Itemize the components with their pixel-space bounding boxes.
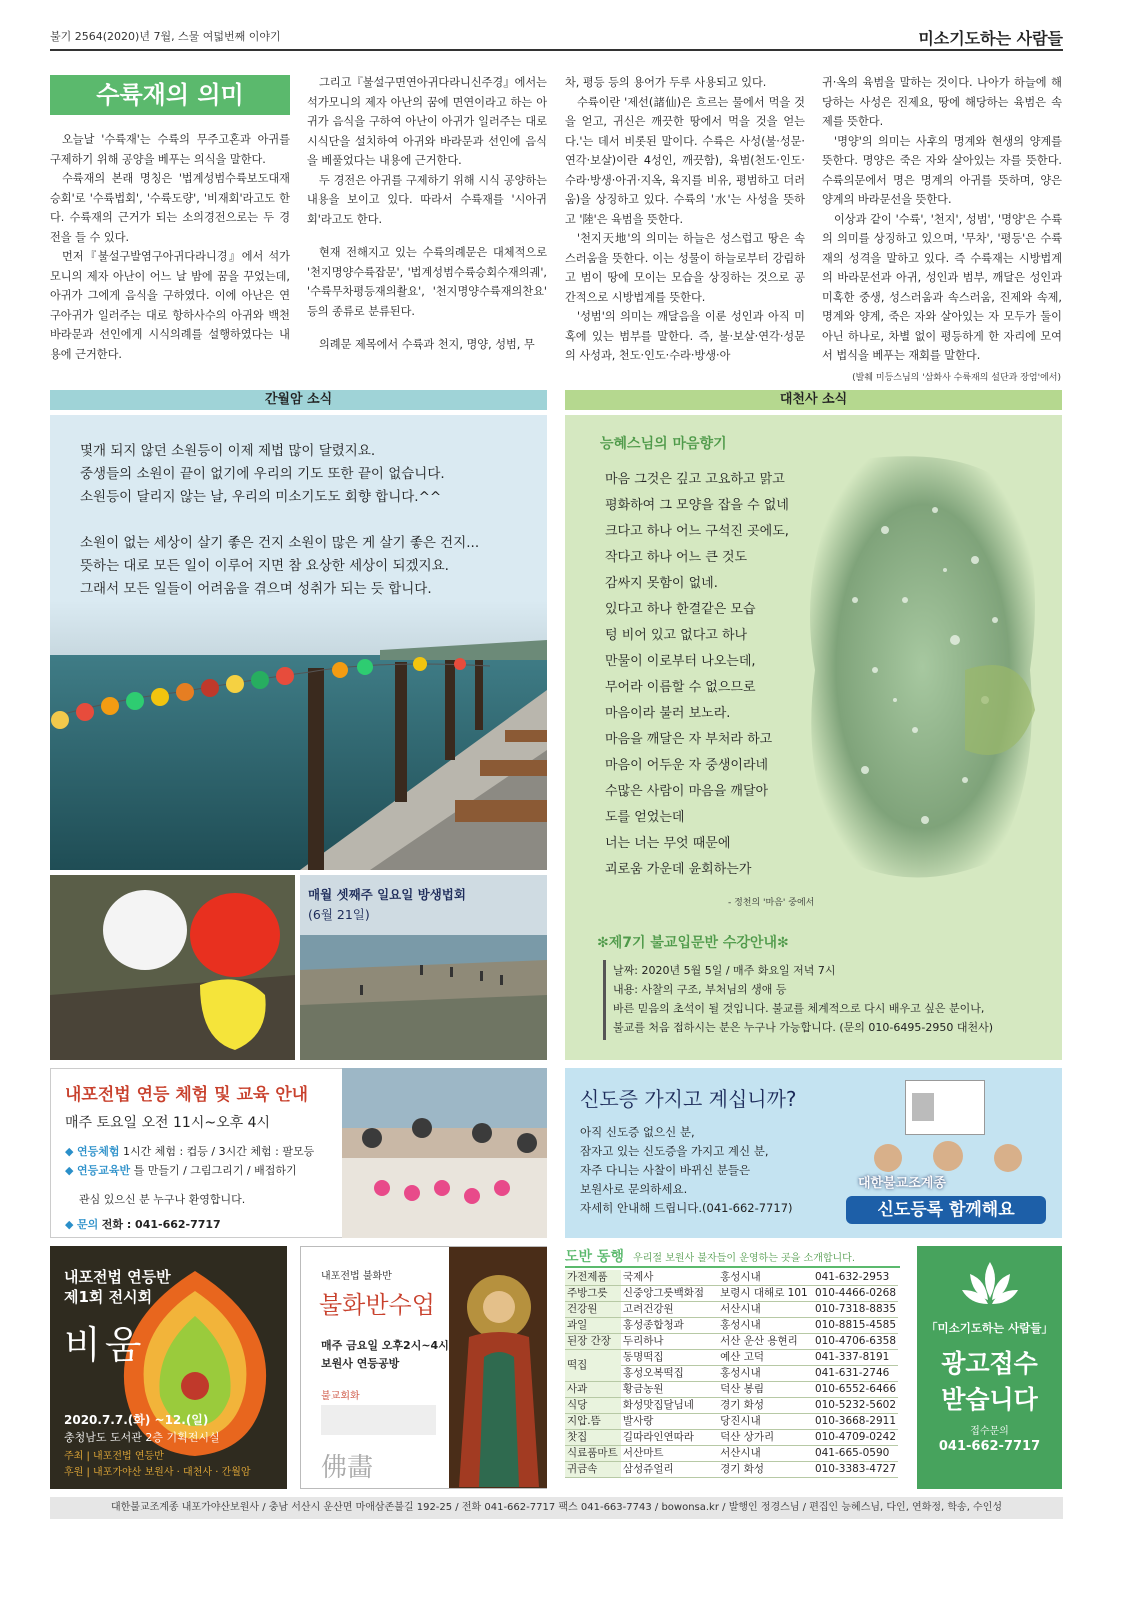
table-cell: 주방그릇 [565,1286,621,1302]
table-cell: 덕산 상가리 [718,1430,813,1446]
ad-headline-1: 광고접수 [941,1349,1038,1378]
photo-caption-title: 매월 셋째주 일요일 방생법회 [308,887,466,902]
contact-phone: 전화 : 041-662-7717 [101,1218,221,1231]
table-cell: 찻집 [565,1430,621,1446]
painting-class-title: 불화반수업 [319,1291,435,1319]
table-cell: 과일 [565,1318,621,1334]
table-row [565,1462,898,1478]
ad-inquiry-phone: 041-662-7717 [938,1439,1041,1454]
photo-caption-date: (6월 21일) [308,907,370,922]
text-line: 잠자고 있는 신도증을 가지고 계신 분, [580,1144,769,1158]
para: 오늘날 '수륙재'는 수륙의 무주고혼과 아귀를 구제하기 위해 공양을 베푸는 의식을 말한다. [50,133,290,166]
registration-title: 신도증 가지고 계십니까? [580,1087,797,1111]
footer-info: 대한불교조계종 내포가야산보원사 / 충남 서산시 운산면 마애삼존불길 192-25 / 전화 041-662-7717 팩스 041-663-7743 / bowonsa.kr / 발행인 정경스님 / 편집인 능혜스님, 다인, 연화정, 학송, 수인성 [50,1497,1063,1519]
table-cell: 홍성시내 [718,1318,813,1334]
exhibition-host: 주최 | 내포전법 연등반 [64,1451,164,1462]
sea-pier-photo [50,600,547,870]
lantern-photo [50,875,295,1060]
text-line: 몇개 되지 않던 소원등이 이제 제법 많이 달렸지요. [80,443,376,459]
para: '천지天地'의 의미는 하늘은 성스럽고 땅은 속스러움을 뜻한다. 이는 성물이 하늘로부터 강림하고 범이 땅에 모이는 모습을 상징하는 것으로 공간적으로 시방법계를 뜻한다. [565,232,805,304]
table-cell: 식료품마트 [565,1446,621,1462]
table-cell: 010-4466-0268 [813,1286,898,1302]
poem-line: 작다고 하나 어느 큰 것도 [605,550,748,565]
lotus-icon [960,1258,1020,1310]
directory-subtitle: 우리절 보원사 불자들이 운영하는 곳을 소개합니다. [633,1253,856,1264]
table-cell: 된장 간장 [565,1334,621,1350]
table-cell: 010-4709-0242 [813,1430,898,1446]
lantern-ad-items [65,1142,314,1234]
text-line: 자주 다니는 사찰이 바뀌신 분들은 [580,1163,751,1177]
painting-class-time: 매주 금요일 오후2시~4시 [321,1339,449,1352]
issue-line: 불기 2564(2020)년 7월, 스물 여덟번째 이야기 [50,30,281,43]
item-text: 틀 만들기 / 그림그리기 / 배접하기 [133,1164,297,1177]
coast-photo [300,875,547,1060]
para: 수륙이란 '제선(諸仙)은 흐르는 물에서 먹을 것을 얻고, 귀신은 깨끗한 땅에서 먹을 것을 얻는다.'는 데서 비롯된 말이다. 수륙은 사성(불·성문·연각·보살)이란 4성인, 깨끗함), 육범(천도·인도·수라·방생·아귀·지옥, 육지를 비유, 평범하고 더러움)을 상징하고 있다. 수륙의 '水'는 사성을 뜻하고 '陸'은 육범을 뜻한다. [565,95,805,226]
table-row [565,1270,898,1286]
poem-title: 능혜스님의 마음향기 [600,436,727,452]
text-line: 소원등이 달리지 않는 날, 우리의 미소기도도 회향 합니다.^^ [80,489,442,505]
poem-line: 무어라 이름할 수 없으므로 [605,680,756,695]
para: 의례문 제목에서 수륙과 천지, 명양, 성범, 무 [319,338,535,351]
article-col-3 [565,73,805,366]
para: 그리고『불설구면연아귀다라니신주경』에서는 석가모니의 제자 아난의 꿈에 면연이라고 하는 아귀가 음식을 구하여 아난이 아귀가 일러주는 대로 시식단을 설치하여 아귀와 바라문과 선인에 음식을 베풀었다는 내용에 근거한다. [307,76,547,167]
table-cell: 동명떡집 [621,1350,718,1366]
item-label: 연등체험 [76,1145,120,1158]
table-cell: 서산시내 [718,1302,813,1318]
table-cell: 건강원 [565,1302,621,1318]
table-cell: 010-5232-5602 [813,1398,898,1414]
table-cell: 010-7318-8835 [813,1302,898,1318]
para: 먼저『불설구발염구아귀다라니경』에서 석가모니의 제자 아난이 어느 날 밤에 꿈을 꾸었는데, 아귀가 그에게 음식을 구하였다. 이에 아난은 연구아귀가 일러주는 대로 항하사수의 아귀와 백천 바라문과 선인에게 시식의례를 설행하였다는 내용에 근거한다. [50,250,290,361]
banner-register: 신도등록 함께해요 [846,1196,1046,1224]
table-cell: 010-3383-4727 [813,1462,898,1478]
para: 차, 평등 등의 용어가 두루 사용되고 있다. [565,76,767,89]
member-card-icon [905,1080,985,1135]
table-row [565,1414,898,1430]
table-cell: 황금농원 [621,1382,718,1398]
newsletter-title: 미소기도하는 사람들 [918,29,1063,48]
table-row [565,1382,898,1398]
table-cell: 041-632-2953 [813,1270,898,1286]
welcome-text: 관심 있으신 분 누구나 환영합니다. [79,1193,246,1206]
painting-thumbnail [321,1405,436,1435]
table-cell: 발사랑 [621,1414,718,1430]
table-cell: 신중앙그릇백화점 [621,1286,718,1302]
exhibition-date: 2020.7.7.(화) ~12.(일) [64,1413,209,1427]
poem-line: 마음이라 불러 보노라. [605,706,731,721]
exhibition-title: 비움 [64,1323,146,1367]
table-cell: 식당 [565,1398,621,1414]
exhibition-place: 충청남도 도서관 2층 기획전시실 [64,1431,220,1444]
painting-class-place: 보원사 연등공방 [321,1357,400,1370]
table-cell: 010-6552-6466 [813,1382,898,1398]
para: 두 경전은 아귀를 구제하기 위해 시식 공양하는 내용을 보이고 있다. 따라서 수륙재를 '시아귀회'라고도 한다. [307,173,547,226]
text-line: 그래서 모든 일들이 어려움을 겪으며 성취가 되는 듯 합니다. [80,581,432,597]
article-source: (발췌 미등스님의 '삼화사 수륙재의 설단과 장엄'에서) [852,373,1061,383]
course-line: 내용: 사찰의 구조, 부처님의 생애 등 [613,983,787,996]
table-cell: 서산마트 [621,1446,718,1462]
table-cell: 덕산 봉림 [718,1382,813,1398]
directory-title: 도반 동행 [565,1249,624,1265]
contact-label: 문의 [76,1218,99,1231]
para: '성범'의 의미는 깨달음을 이룬 성인과 아직 미혹에 있는 범부를 말한다. 즉, 불·보살·연각·성문의 사성과, 천도·인도·수라·방생·아 [565,310,805,362]
poem-line: 수많은 사람이 마음을 깨달아 [605,784,769,799]
article-col-2 [307,73,547,355]
table-cell: 길따라인연따라 [621,1430,718,1446]
registration-text [580,1123,793,1218]
text-line: 아직 신도증 없으신 분, [580,1125,695,1139]
poem-line: 감싸지 못함이 없네. [605,576,718,591]
para: 현재 전해지고 있는 수륙의례문은 대체적으로 '천지명양수륙잡문', '법계성범수륙승회수재의궤', '수륙무차평등재의촬요', '천지명양수륙재의찬요' 등의 종류로 분류된다. [307,246,547,318]
poem-line: 있다고 하나 한결같은 모습 [605,602,756,617]
table-cell: 고려건강원 [621,1302,718,1318]
lantern-workshop-photo [342,1068,547,1238]
para: 수륙재의 본래 명칭은 '법계성범수륙보도대재승회'로 '수륙법회', '수륙도량', '비재회'라고도 한다. 수륙재의 근거가 되는 소의경전으로는 두 경전을 들 수 있다. [50,172,290,244]
member-business-directory [565,1246,900,1489]
ad-newsletter-name: 「미소기도하는 사람들」 [926,1321,1053,1335]
ad-headline-2: 받습니다 [941,1385,1038,1414]
table-cell: 귀금속 [565,1462,621,1478]
table-cell: 가전제품 [565,1270,621,1286]
table-cell: 010-8815-4585 [813,1318,898,1334]
diamond-icon: ◆ [65,1218,74,1231]
exhibition-line1: 내포전법 연등반 [64,1268,171,1286]
table-cell: 지압.뜸 [565,1414,621,1430]
para: '명양'의 의미는 사후의 명계와 현생의 양계를 뜻한다. 명양은 죽은 자와 살아있는 자를 뜻한다. 수륙의문에서 명은 명계의 아귀를 뜻하며, 양은 양계의 바라문선을 뜻한다. [822,134,1062,206]
banner-org: 대한불교조계종 [858,1176,946,1191]
table-row [565,1334,898,1350]
table-cell: 사과 [565,1382,621,1398]
table-cell: 보령시 대해로 101 [718,1286,813,1302]
table-cell: 010-4706-6358 [813,1334,898,1350]
poem-line: 텅 비어 있고 없다고 하나 [605,628,748,643]
poem-line: 마음을 깨달은 자 부처라 하고 [605,732,773,747]
para: 이상과 같이 '수륙', '천지', 성범', '명양'은 수륙의 의미를 상징하고 있으며, '무차', '평등'은 수륙재의 성격을 말하고 있다. 즉 수륙재는 시방법계의 바라문선과 아귀, 성인과 범부, 깨달은 성인과 미혹한 중생, 성스러움과 속스러움, 진제와 속제, 명계와 양계, 죽은 자와 살아있는 자 모두가 둘이 아닌 하나로, 차별 없이 평등하게 한 자리에 모여서 법식을 베푸는 재회를 말한다. [822,212,1062,362]
table-cell: 두리하나 [621,1334,718,1350]
ganwolam-band: 간월암 소식 [50,390,547,410]
painting-seal: 佛畵 [321,1453,374,1483]
dewdrop-image [795,450,1045,890]
table-cell: 화성맛집달님네 [621,1398,718,1414]
table-cell: 041-337-8191 [813,1350,898,1366]
article-title: 수륙재의 의미 [50,75,290,115]
course-info [613,961,993,1037]
table-cell: 041-631-2746 [813,1366,898,1382]
buddhist-painting-ad [300,1246,547,1489]
table-row [565,1350,898,1366]
text-line: 보원사로 문의하세요. [580,1182,688,1196]
course-line: 바른 믿음의 초석이 될 것입니다. 불교를 체계적으로 다시 배우고 싶은 분이나, [613,1002,985,1015]
poem-source: - 정천의 '마음' 중에서 [728,898,815,908]
table-row [565,1286,898,1302]
ad-inquiry-box [917,1246,1062,1489]
course-title: ✻제7기 불교입문반 수강안내✻ [597,935,789,951]
exhibition-ad [50,1246,287,1489]
poem-line: 크다고 하나 어느 구석진 곳에도, [605,524,789,539]
lantern-ad-title: 내포전법 연등 체험 및 교육 안내 [65,1085,309,1105]
text-line [80,509,479,532]
table-row [565,1318,898,1334]
directory-table [565,1270,898,1478]
daecheonsa-band: 대천사 소식 [565,390,1062,410]
diamond-icon: ◆ [65,1145,74,1158]
painting-note: 불교회화 [321,1391,360,1402]
article-col-4 [822,73,1062,366]
table-cell: 홍성종합청과 [621,1318,718,1334]
table-row [565,1398,898,1414]
table-cell: 떡집 [565,1350,621,1382]
article-col-1 [50,130,290,364]
exhibition-line2: 제1회 전시회 [64,1288,153,1306]
diamond-icon: ◆ [65,1164,74,1177]
item-label: 연등교육반 [76,1164,131,1177]
header-divider [50,49,1063,51]
exhibition-sponsor: 후원 | 내포가야산 보원사 · 대천사 · 간월암 [64,1467,251,1478]
text-line: 소원이 없는 세상이 살기 좋은 건지 소원이 많은 게 살기 좋은 건지... [80,535,480,551]
table-cell: 경기 화성 [718,1462,813,1478]
poem-line: 마음 그것은 깊고 고요하고 맑고 [605,472,785,487]
table-row [565,1302,898,1318]
table-cell: 경기 화성 [718,1398,813,1414]
table-cell: 예산 고덕 [718,1350,813,1366]
poem-line: 평화하여 그 모양을 잡을 수 없네 [605,498,789,513]
ganwolam-text [80,440,479,601]
painting-class-small: 내포전법 불화반 [321,1271,392,1282]
text-line: 뜻하는 대로 모든 일이 이루어 지면 참 요상한 세상이 되겠지요. [80,558,449,574]
table-cell: 홍성시내 [718,1366,813,1382]
lantern-ad-time: 매주 토요일 오전 11시~오후 4시 [65,1115,271,1131]
poem-line: 괴로움 가운데 윤회하는가 [605,862,752,877]
buddha-painting [449,1247,547,1488]
ad-inquiry-label: 접수문의 [970,1426,1009,1437]
poem-line: 너는 너는 무엇 때문에 [605,836,731,851]
table-cell: 서산 운산 용현리 [718,1334,813,1350]
course-line: 날짜: 2020년 5월 5일 / 매주 화요일 저녁 7시 [613,964,836,977]
table-cell: 홍성시내 [718,1270,813,1286]
para: 귀·옥의 육범을 말하는 것이다. 나아가 하늘에 해당하는 사성은 진제요, 땅에 해당하는 육범은 속제를 뜻한다. [822,76,1062,128]
course-line: 불교를 처음 접하시는 분은 누구나 가능합니다. (문의 010-6495-2950 대천사) [613,1021,993,1034]
course-rule [603,960,606,1040]
poem [605,467,789,883]
table-cell: 삼성쥬얼리 [621,1462,718,1478]
poem-line: 만물이 이로부터 나오는데, [605,654,756,669]
text-line: 자세히 안내해 드립니다.(041-662-7717) [580,1201,793,1215]
table-row [565,1446,898,1462]
table-cell: 041-665-0590 [813,1446,898,1462]
table-cell: 홍성오복떡집 [621,1366,718,1382]
text-line: 중생들의 소원이 끝이 없기에 우리의 기도 또한 끝이 없습니다. [80,466,445,482]
table-cell: 서산시내 [718,1446,813,1462]
table-cell: 국제사 [621,1270,718,1286]
table-row [565,1430,898,1446]
table-cell: 010-3668-2911 [813,1414,898,1430]
table-cell: 당진시내 [718,1414,813,1430]
item-text: 1시간 체험 : 컵등 / 3시간 체험 : 팔모등 [122,1145,315,1158]
poem-line: 마음이 어두운 자 중생이라네 [605,758,769,773]
poem-line: 도를 얻었는데 [605,810,685,825]
